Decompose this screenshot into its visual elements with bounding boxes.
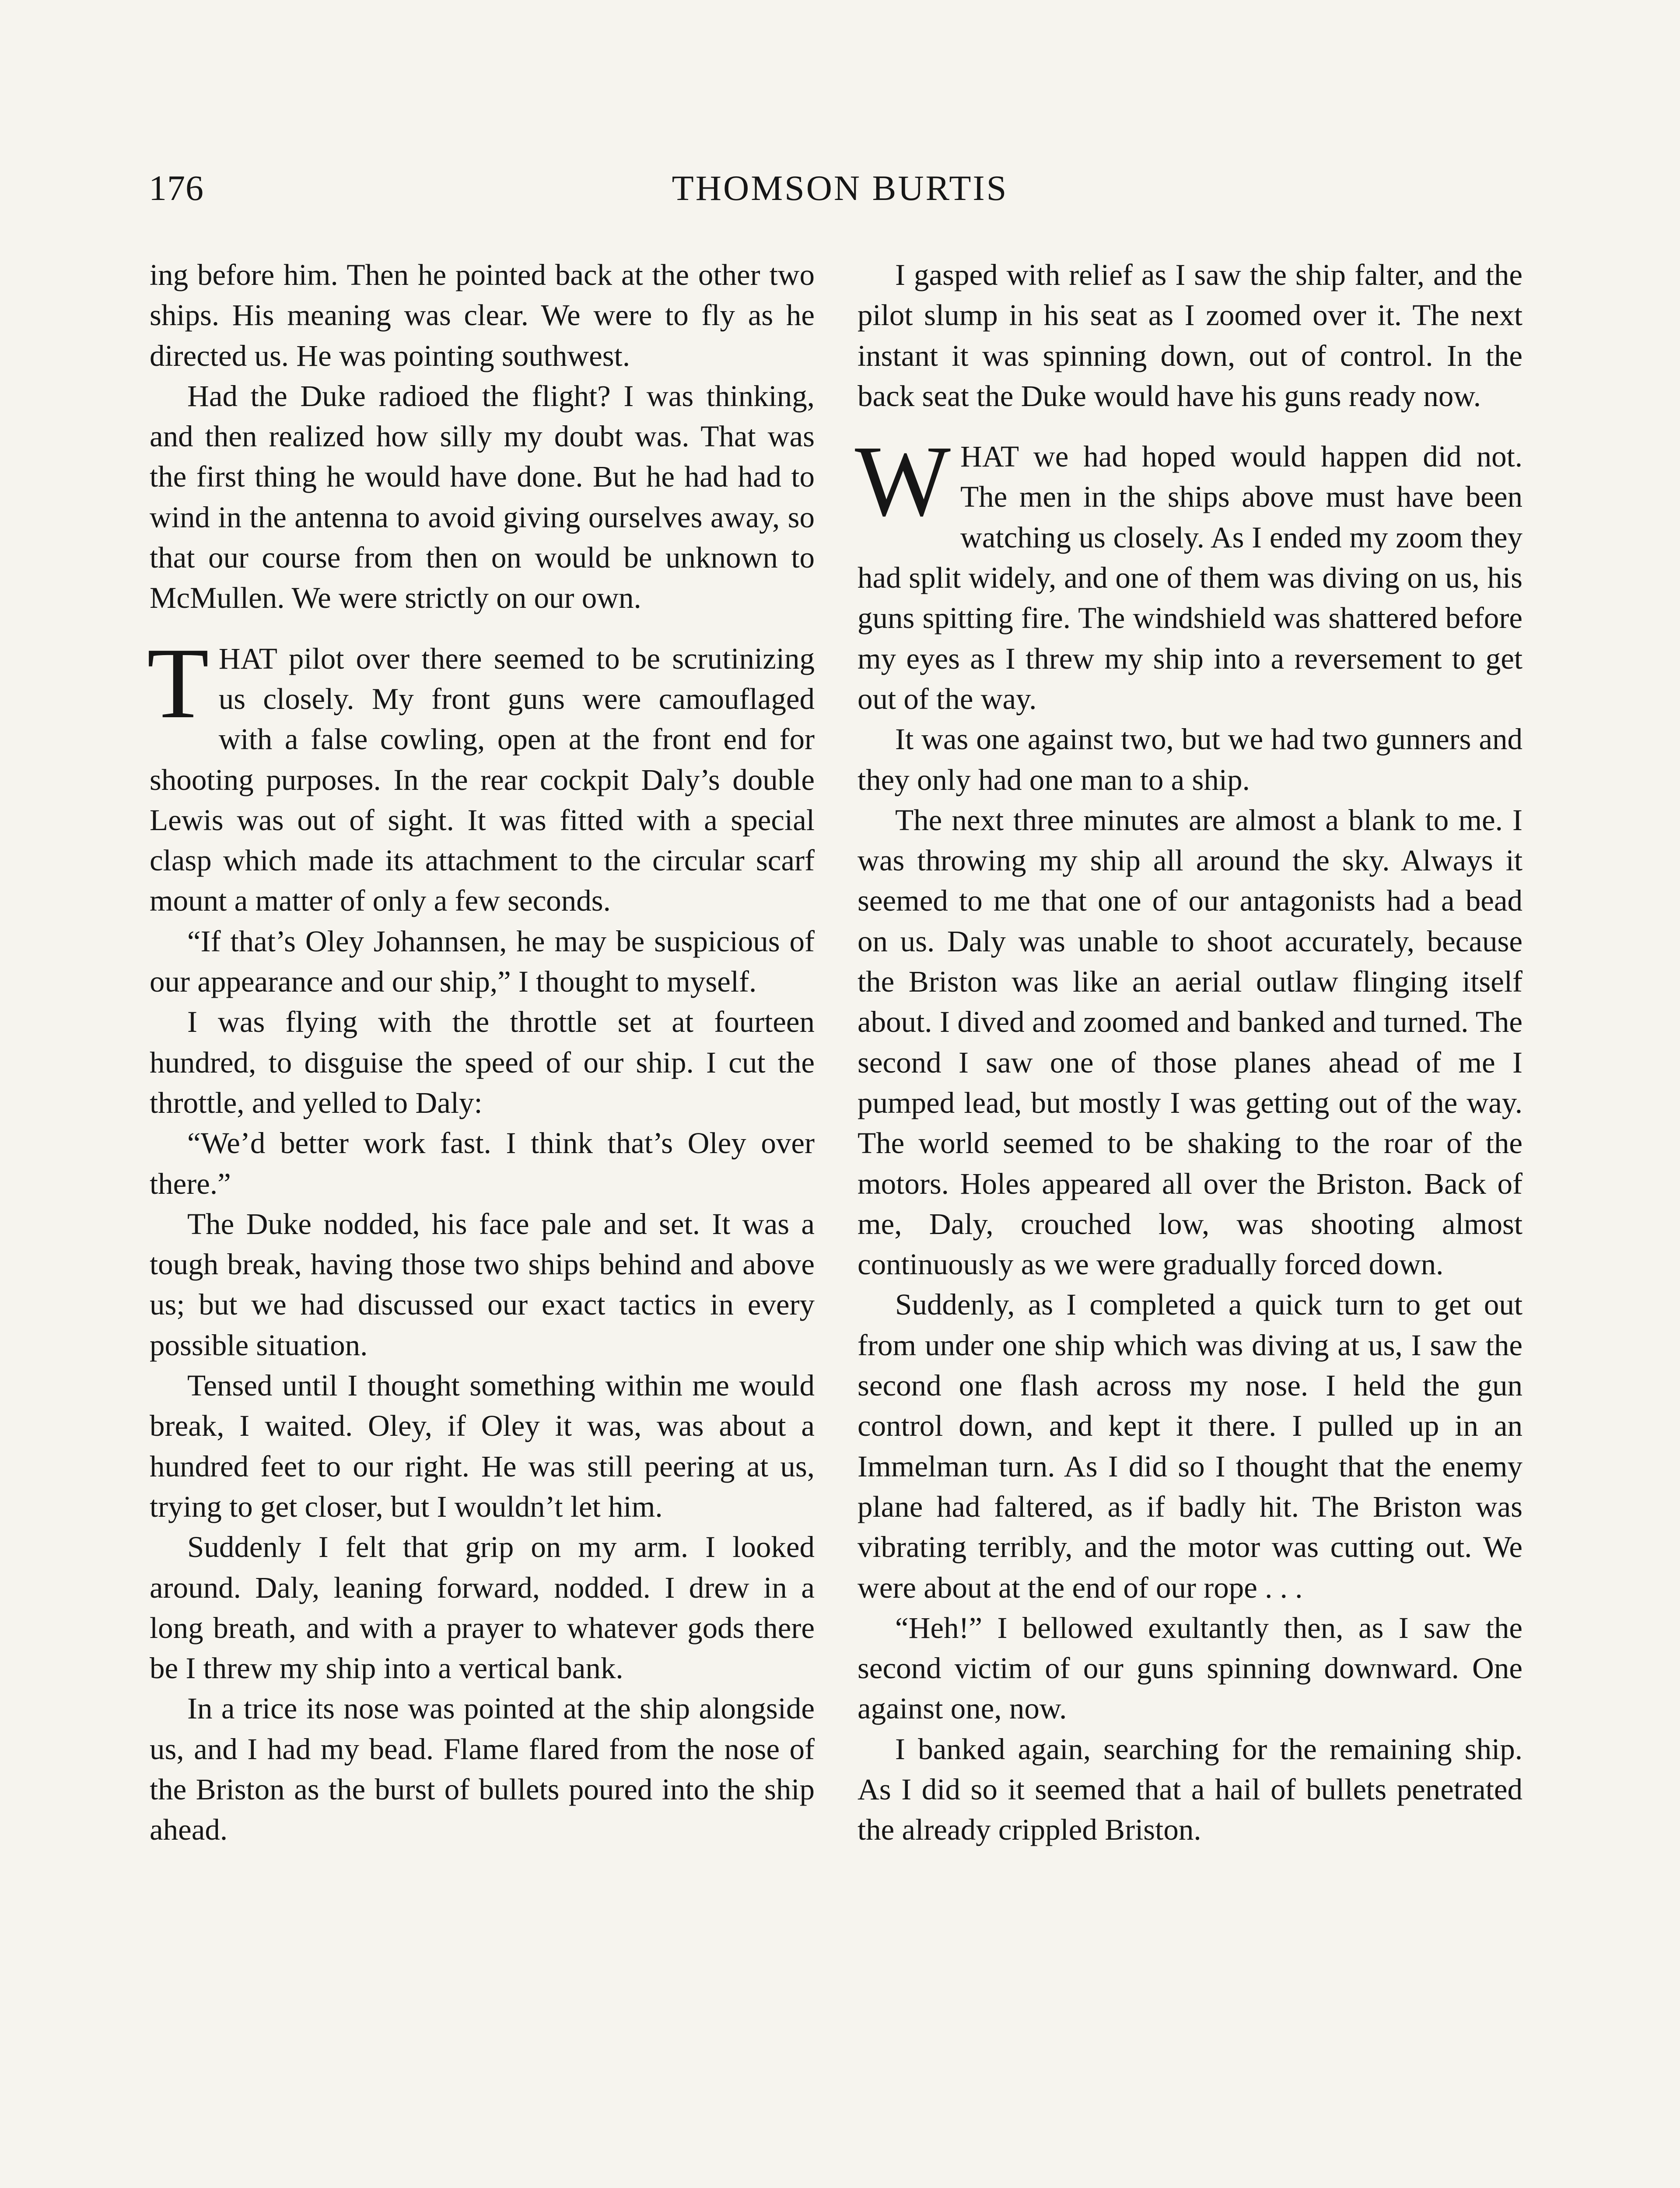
paragraph: Tensed until I thought something within me would break, I waited. Oley, if Oley it was, was about a hundred feet to our right. He was still peering at us, trying to get closer, but I wouldn’t let him. bbox=[150, 1369, 815, 1523]
right-column bbox=[855, 255, 1522, 1850]
paragraph: The next three minutes are almost a blank to me. I was throwing my ship all around the sky. Always it seemed to me that one of our antagonists had a bead on us. Daly was unable to shoot accurately, because the Briston was like an aerial outlaw flinging itself about. I dived and zoomed and banked and turned. The second I saw one of those planes ahead of me I pumped lead, but mostly I was getting out of the way. The world seemed to be shaking to the roar of the motors. Holes appeared all over the Briston. Back of me, Daly, crouched low, was shooting almost continuously as we were gradually forced down. bbox=[858, 803, 1522, 1281]
paragraph: Suddenly I felt that grip on my arm. I looked around. Daly, leaning forward, nodded. I drew in a long breath, and with a prayer to whatever gods there be I threw my ship into a vertical bank. bbox=[150, 1530, 815, 1685]
page-header bbox=[149, 166, 1531, 219]
paragraph: I was flying with the throttle set at fourteen hundred, to disguise the speed of our ship. I cut the throttle, and yelled to Daly: bbox=[150, 1005, 815, 1119]
paragraph-text: HAT pilot over there seemed to be scrutinizing us closely. My front guns were camouflaged with a false cowling, open at the front end for shooting purposes. In the rear cockpit Daly’s double Lewis was out of sight. It was fitted with a special clasp which made its attachment to the circular scarf mount a matter of only a few seconds. bbox=[150, 642, 815, 918]
paragraph: I gasped with relief as I saw the ship falter, and the pilot slump in his seat as I zoomed over it. The next instant it was spinning down, out of control. In the back seat the Duke would have his guns ready now. bbox=[858, 258, 1522, 413]
paragraph: The Duke nodded, his face pale and set. It was a tough break, having those two ships behind and above us; but we had discussed our exact tactics in every possible situation. bbox=[150, 1207, 815, 1362]
paragraph: Suddenly, as I completed a quick turn to get out from under one ship which was diving at us, I saw the second one flash across my nose. I held the gun control down, and kept it there. I pulled up in an Immelman turn. As I did so I thought that the enemy plane had faltered, as if badly hit. The Briston was vibrating terribly, and the motor was cutting out. We were about at the end of our rope . . . bbox=[858, 1288, 1522, 1604]
paragraph: I banked again, searching for the remaining ship. As I did so it seemed that a hail of bullets penetrated the already crippled Briston. bbox=[858, 1732, 1522, 1847]
paragraph: Had the Duke radioed the flight? I was thinking, and then realized how silly my doubt was. That was the first thing he would have done. But he had had to wind in the antenna to avoid giving ourselves away, so that our course from then on would be unknown to McMullen. We were strictly on our own. bbox=[150, 379, 815, 615]
paragraph: “If that’s Oley Johannsen, he may be suspicious of our appearance and our ship,” I thought to myself. bbox=[150, 924, 815, 999]
paragraph: “We’d better work fast. I think that’s Oley over there.” bbox=[150, 1126, 815, 1200]
paragraph: “Heh!” I bellowed exultantly then, as I saw the second victim of our guns spinning downward. One against one, now. bbox=[858, 1611, 1522, 1725]
paragraph: ing before him. Then he pointed back at the other two ships. His meaning was clear. We were to fly as he directed us. He was pointing southwest. bbox=[150, 258, 815, 372]
running-title: THOMSON BURTIS bbox=[672, 168, 1008, 208]
drop-cap: W bbox=[855, 425, 951, 538]
section-paragraph bbox=[147, 627, 815, 921]
page-number: 176 bbox=[149, 168, 204, 208]
paragraph: It was one against two, but we had two gunners and they only had one man to a ship. bbox=[858, 722, 1522, 796]
drop-cap: T bbox=[147, 627, 209, 740]
left-column bbox=[147, 255, 815, 1850]
paragraph-text: HAT we had hoped would happen did not. The men in the ships above must have been watching us closely. As I ended my zoom they had split widely, and one of them was diving on us, his guns spitting fire. The windshield was shattered before my eyes as I threw my ship into a reversement to get out of the way. bbox=[858, 440, 1522, 715]
paragraph: In a trice its nose was pointed at the ship alongside us, and I had my bead. Flame flared from the nose of the Briston as the burst of bullets poured into the ship ahead. bbox=[150, 1692, 815, 1847]
section-paragraph bbox=[855, 425, 1522, 719]
